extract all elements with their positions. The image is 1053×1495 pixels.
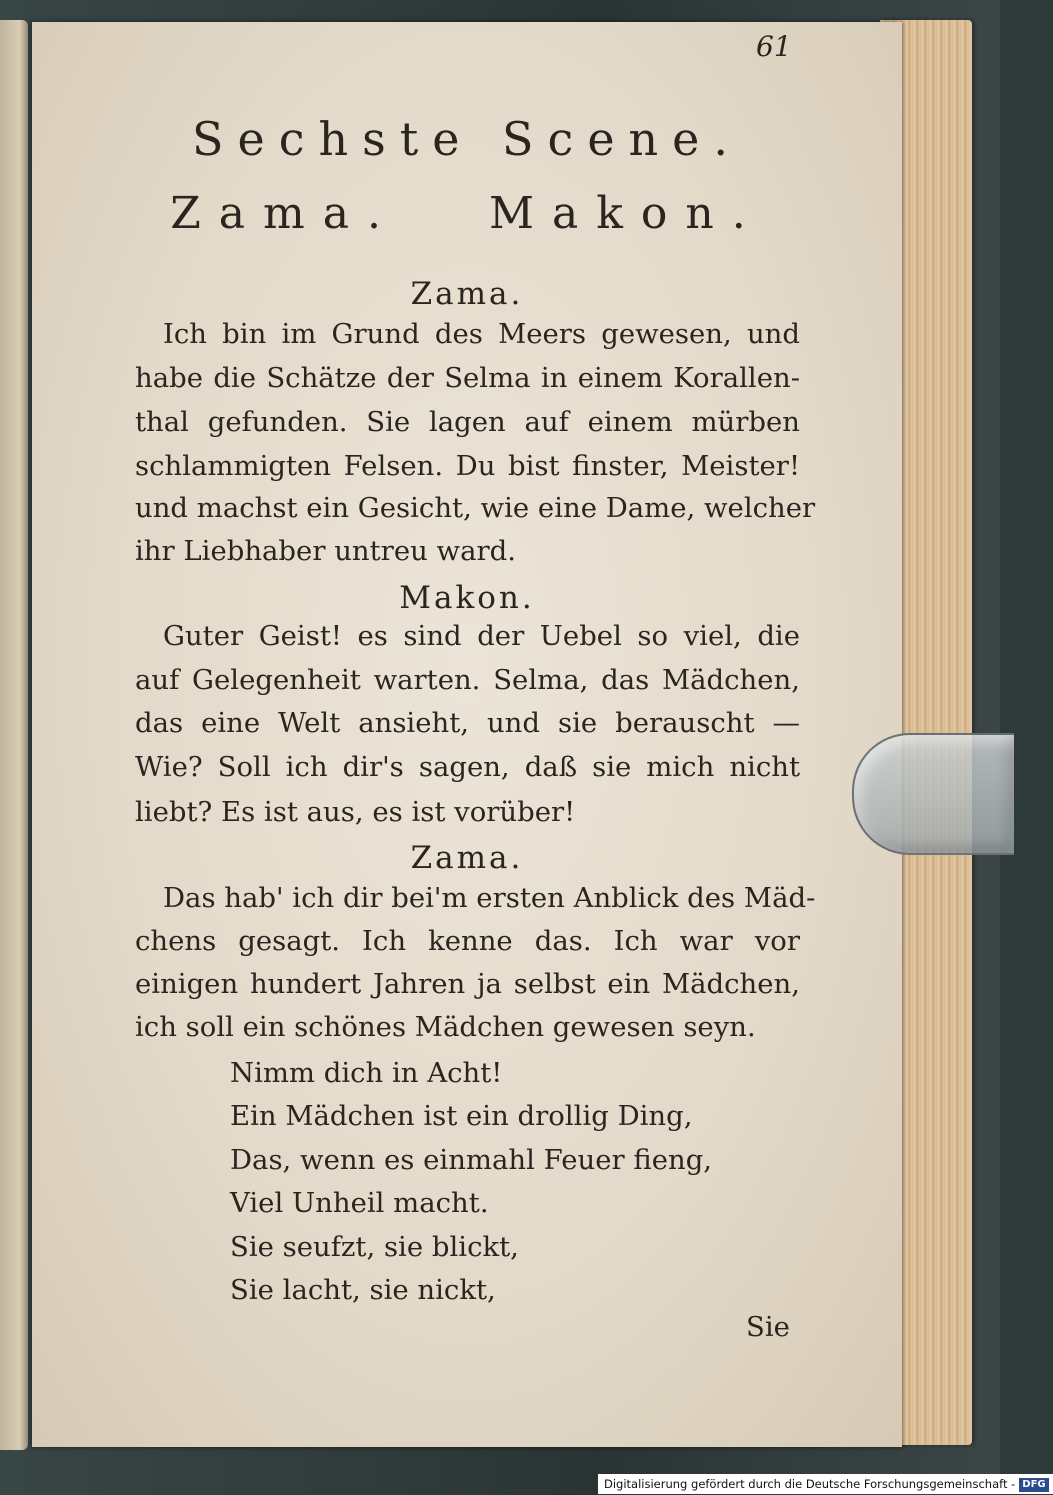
text-line: und machst ein Gesicht, wie eine Dame, welcher [135, 492, 816, 524]
scene-title: Sechste Scene. [191, 112, 743, 166]
persons-line [32, 188, 902, 239]
glass-page-weight [852, 733, 1014, 855]
text-line: einigen hundert Jahren ja selbst ein Mädchen, [135, 968, 800, 1000]
catchword: Sie [746, 1311, 790, 1343]
verse-line: Sie seufzt, sie blickt, [230, 1231, 519, 1263]
person-zama: Zama. [170, 188, 399, 239]
speaker-heading: Zama. [410, 840, 524, 876]
verse-line: Das, wenn es einmahl Feuer fieng, [230, 1144, 713, 1176]
text-line: Das hab' ich dir bei'm ersten Anblick des Mäd- [163, 882, 816, 914]
text-line: Guter Geist! es sind der Uebel so viel, die [163, 620, 800, 652]
text-line: chens gesagt. Ich kenne das. Ich war vor [135, 925, 800, 957]
verse-line: Sie lacht, sie nickt, [230, 1274, 496, 1306]
page-number: 61 [756, 30, 792, 63]
text-line: thal gefunden. Sie lagen auf einem mürben [135, 406, 800, 438]
text-line: schlammigten Felsen. Du bist finster, Meister! [135, 450, 800, 482]
previous-page-edge [0, 20, 28, 1450]
funding-footer [598, 1474, 1053, 1494]
text-line: Ich bin im Grund des Meers gewesen, und [163, 318, 800, 350]
text-line: ich soll ein schönes Mädchen gewesen seyn. [135, 1011, 756, 1043]
text-line: habe die Schätze der Selma in einem Korallen- [135, 362, 800, 394]
footer-text: Digitalisierung gefördert durch die Deutsche Forschungsgemeinschaft - [604, 1477, 1016, 1491]
speaker-heading: Zama. [410, 276, 524, 312]
verse-line: Ein Mädchen ist ein drollig Ding, [230, 1100, 693, 1132]
text-line: ihr Liebhaber untreu ward. [135, 535, 516, 567]
verse-line: Viel Unheil macht. [230, 1187, 489, 1219]
text-line: liebt? Es ist aus, es ist vorüber! [135, 796, 576, 828]
verse-line: Nimm dich in Acht! [230, 1057, 503, 1089]
person-makon: Makon. [488, 188, 764, 239]
text-line: das eine Welt ansieht, und sie berauscht — [135, 707, 800, 739]
text-line: auf Gelegenheit warten. Selma, das Mädchen, [135, 664, 800, 696]
dfg-logo: DFG [1019, 1478, 1048, 1492]
text-line: Wie? Soll ich dir's sagen, daß sie mich nicht [135, 751, 800, 783]
speaker-heading: Makon. [399, 580, 535, 616]
